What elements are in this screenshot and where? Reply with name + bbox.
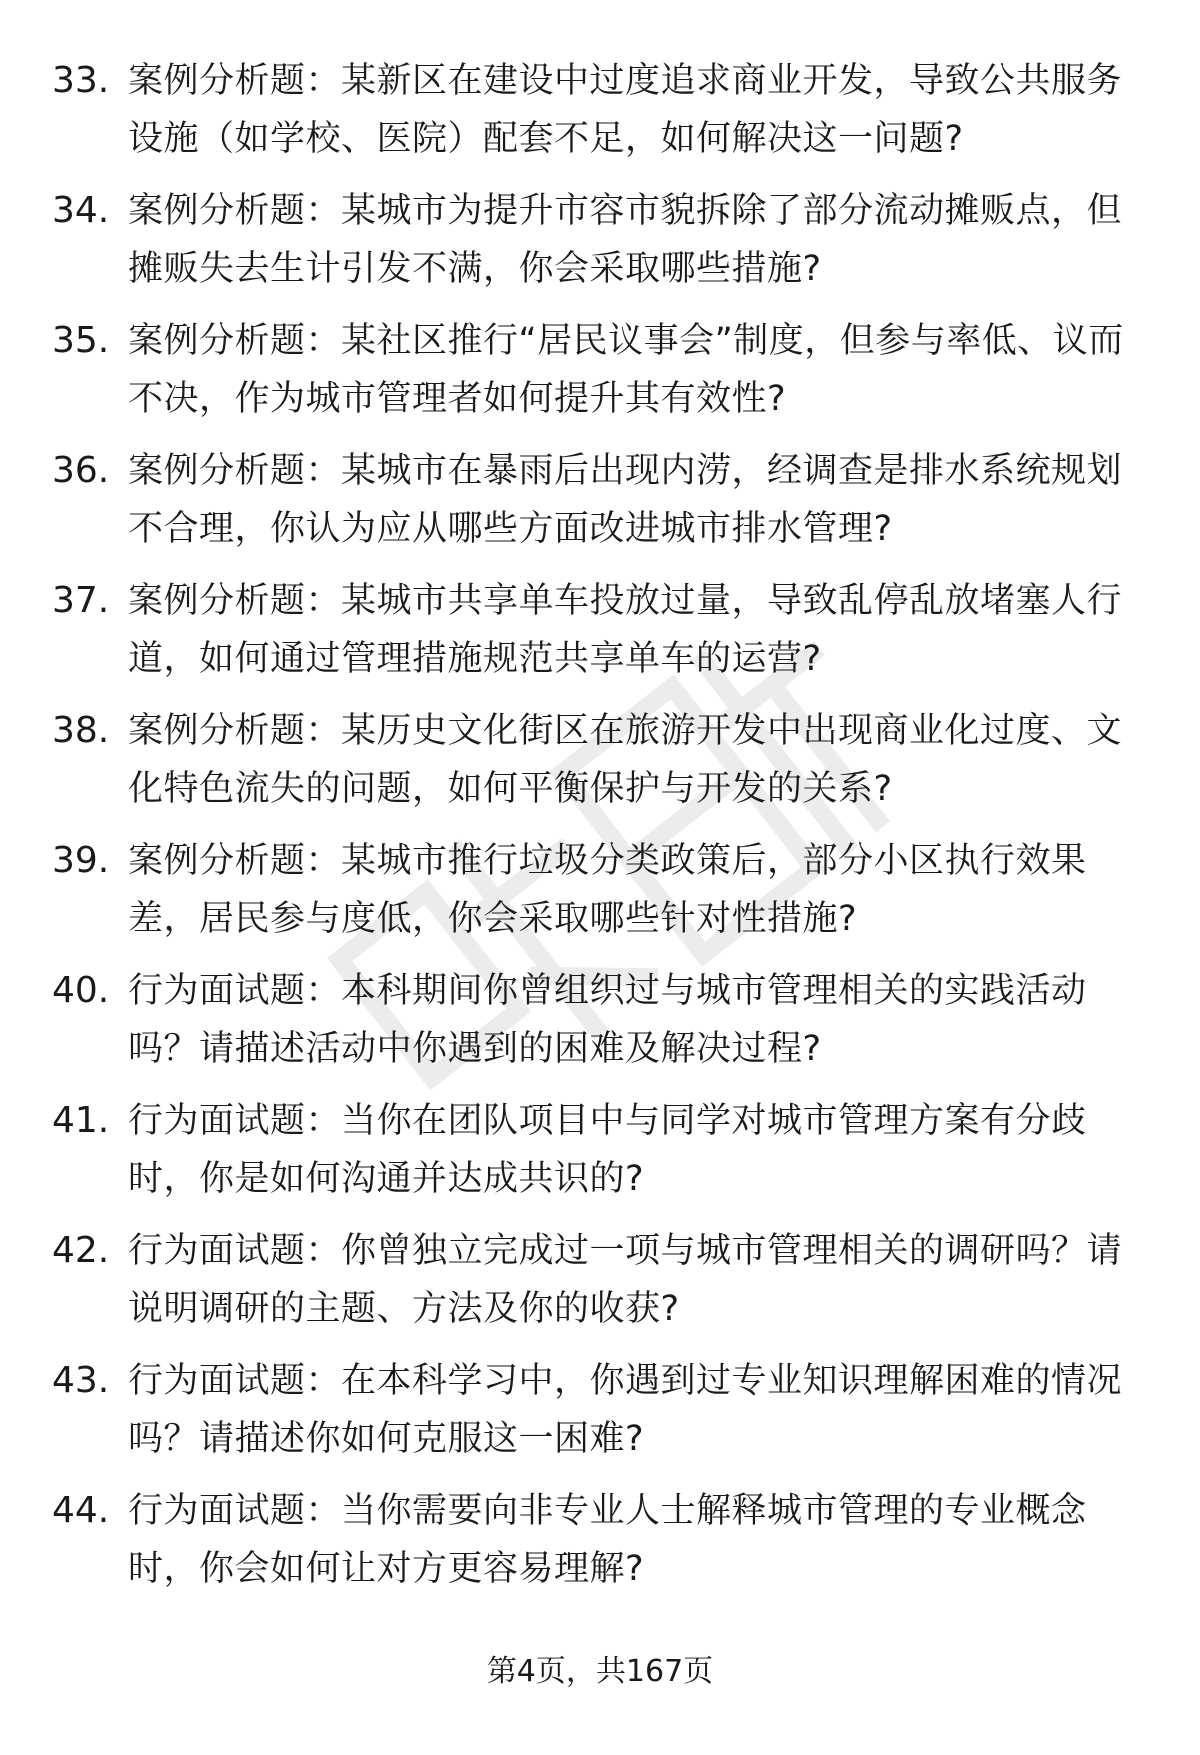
question-number: 38. [52,710,110,751]
question-number: 33. [52,60,110,101]
question-text: 案例分析题：某城市在暴雨后出现内涝，经调查是排水系统规划不合理，你认为应从哪些方面改进城市排水管理? [128,451,1123,549]
question-text: 行为面试题：在本科学习中，你遇到过专业知识理解困难的情况吗？请描述你如何克服这一困难? [128,1361,1123,1459]
list-item [52,1092,1152,1222]
page-number: 第4页，共167页 [486,1654,714,1689]
list-item [52,962,1152,1092]
list-item [52,1482,1152,1612]
list-item [52,312,1152,442]
question-text: 行为面试题：你曾独立完成过一项与城市管理相关的调研吗？请说明调研的主题、方法及你的收获? [128,1231,1123,1329]
question-text: 案例分析题：某新区在建设中过度追求商业开发，导致公共服务设施（如学校、医院）配套不足，如何解决这一问题? [128,61,1123,159]
question-number: 39. [52,840,110,881]
list-item [52,442,1152,572]
question-number: 34. [52,190,110,231]
question-number: 40. [52,970,110,1011]
question-text: 行为面试题：当你需要向非专业人士解释城市管理的专业概念时，你会如何让对方更容易理解? [128,1491,1087,1589]
question-list [52,52,1152,1612]
question-number: 41. [52,1100,110,1141]
question-number: 43. [52,1360,110,1401]
list-item [52,52,1152,182]
list-item [52,702,1152,832]
question-text: 案例分析题：某历史文化街区在旅游开发中出现商业化过度、文化特色流失的问题，如何平衡保护与开发的关系? [128,711,1123,809]
list-item [52,832,1152,962]
question-text: 案例分析题：某城市为提升市容市貌拆除了部分流动摊贩点，但摊贩失去生计引发不满，你会采取哪些措施? [128,191,1123,289]
question-number: 42. [52,1230,110,1271]
question-text: 行为面试题：当你在团队项目中与同学对城市管理方案有分歧时，你是如何沟通并达成共识的? [128,1101,1087,1199]
question-number: 35. [52,320,110,361]
question-text: 行为面试题：本科期间你曾组织过与城市管理相关的实践活动吗？请描述活动中你遇到的困难及解决过程? [128,971,1087,1069]
list-item [52,572,1152,702]
list-item [52,1222,1152,1352]
list-item [52,182,1152,312]
question-number: 44. [52,1490,110,1531]
question-text: 案例分析题：某城市共享单车投放过量，导致乱停乱放堵塞人行道，如何通过管理措施规范共享单车的运营? [128,581,1123,679]
question-number: 37. [52,580,110,621]
question-text: 案例分析题：某社区推行“居民议事会”制度，但参与率低、议而不决，作为城市管理者如何提升其有效性? [128,321,1124,419]
question-text: 案例分析题：某城市推行垃圾分类政策后，部分小区执行效果差，居民参与度低，你会采取哪些针对性措施? [128,841,1087,939]
list-item [52,1352,1152,1482]
question-number: 36. [52,450,110,491]
